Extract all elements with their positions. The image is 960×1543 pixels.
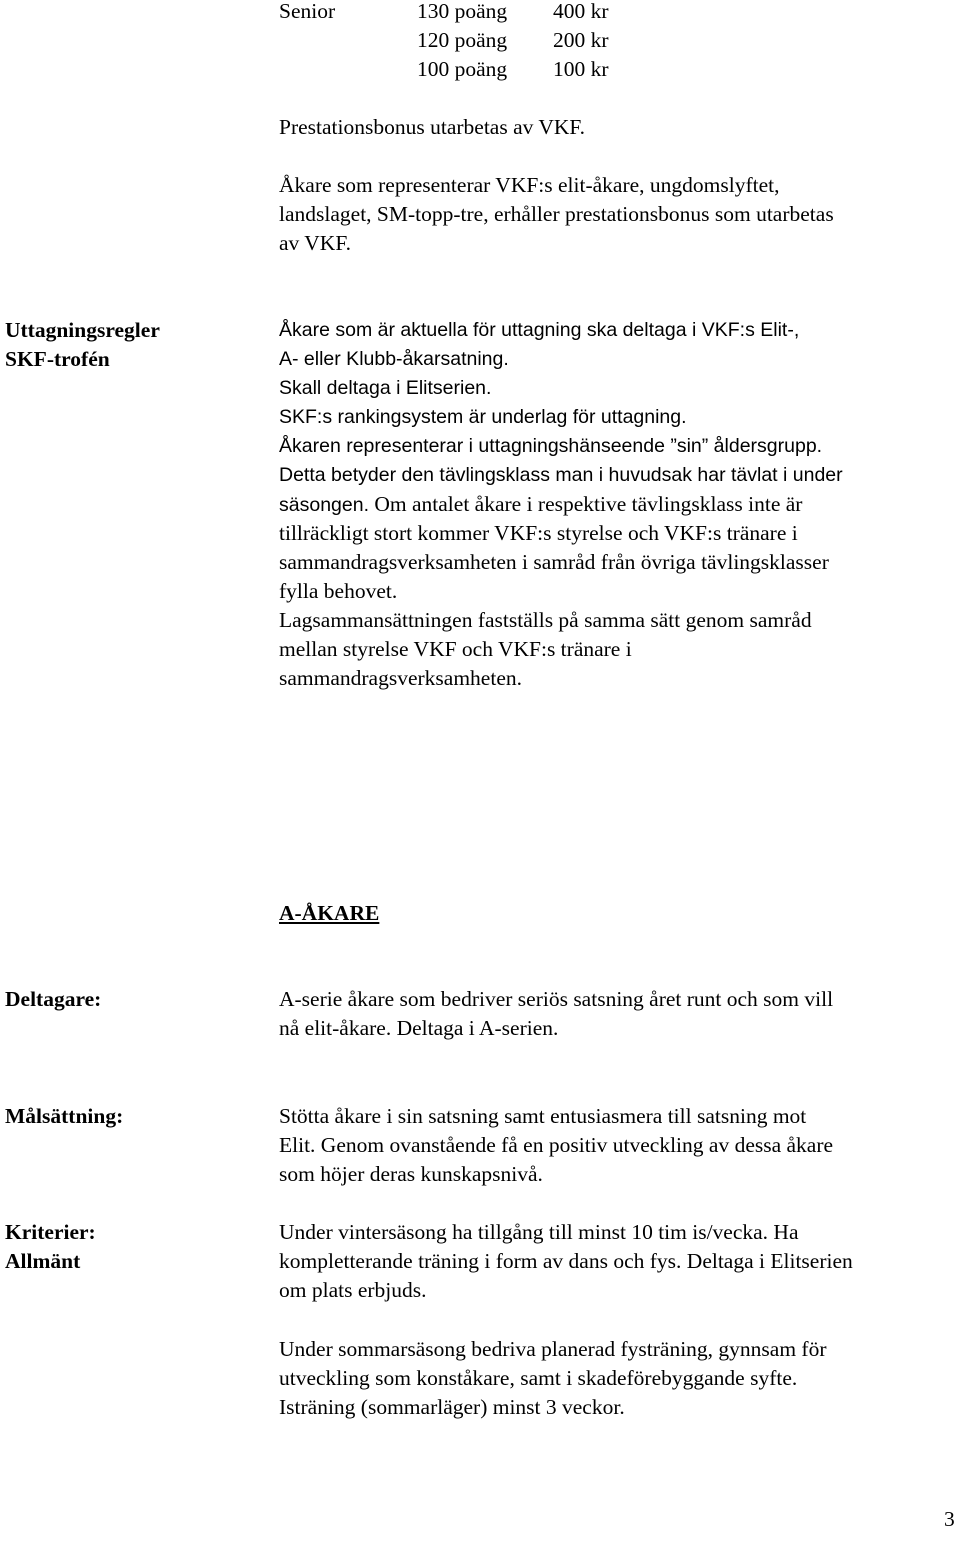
points-cell: 120 poäng <box>417 28 508 52</box>
selection-heading <box>5 316 160 374</box>
page-number: 3 <box>944 1507 955 1531</box>
rules-line: mellan styrelse VKF och VKF:s tränare i <box>279 637 632 661</box>
points-cell: 130 poäng <box>417 0 508 23</box>
amount-cell: 200 kr <box>553 28 609 52</box>
participants-line: nå elit-åkare. Deltaga i A-serien. <box>279 1016 559 1040</box>
goal-line: Elit. Genom ovanstående få en positiv utveckling av dessa åkare <box>279 1133 834 1157</box>
summer-line: Under sommarsäsong bedriva planerad fysträning, gynnsam för <box>279 1337 827 1361</box>
section-title: A-ÅKARE <box>279 901 380 925</box>
selection-heading-line: Uttagningsregler <box>5 318 160 342</box>
amount-cell: 400 kr <box>553 0 609 23</box>
paragraph-line: Åkare som representerar VKF:s elit-åkare, ungdomslyftet, <box>279 173 780 197</box>
selection-heading-line: SKF-trofén <box>5 347 110 371</box>
goal-line: som höjer deras kunskapsnivå. <box>279 1162 543 1186</box>
rules-line: sammandragsverksamheten i samråd från övriga tävlingsklasser <box>279 550 829 574</box>
goal-line: Stötta åkare i sin satsning samt entusiasmera till satsning mot <box>279 1104 807 1128</box>
rules-line: SKF:s rankingsystem är underlag för uttagning. <box>279 406 687 428</box>
rules-line: sammandragsverksamheten. <box>279 666 522 690</box>
summer-line: utveckling som konståkare, samt i skadeförebyggande syfte. <box>279 1366 798 1390</box>
rules-line-mixed <box>279 490 843 519</box>
summer-criteria-text <box>279 1335 827 1422</box>
rules-line: Åkaren representerar i uttagningshänseende ”sin” åldersgrupp. <box>279 435 823 457</box>
criteria-label-line: Kriterier: <box>5 1220 96 1244</box>
winter-line: Under vintersäsong ha tillgång till minst 10 tim is/vecka. Ha <box>279 1220 799 1244</box>
rules-line: Åkare som är aktuella för uttagning ska deltaga i VKF:s Elit-, <box>279 319 800 341</box>
winter-line: kompletterande träning i form av dans och fys. Deltaga i Elitserien <box>279 1249 853 1273</box>
rules-line: Detta betyder den tävlingsklass man i huvudsak har tävlat i under <box>279 464 843 486</box>
goal-label: Målsättning: <box>5 1104 124 1128</box>
rules-line: Lagsammansättningen fastställs på samma sätt genom samråd <box>279 608 812 632</box>
winter-criteria-text <box>279 1218 853 1305</box>
criteria-label <box>5 1218 96 1276</box>
bonus-paid-text: Prestationsbonus utarbetas av VKF. <box>279 115 586 139</box>
goal-text <box>279 1102 833 1189</box>
participants-line: A-serie åkare som bedriver seriös satsning året runt och som vill <box>279 987 834 1011</box>
rules-line: A- eller Klubb-åkarsatning. <box>279 348 509 370</box>
senior-label: Senior <box>279 0 336 23</box>
rules-segment-serif: Om antalet åkare i respektive tävlingsklass inte är <box>369 492 803 516</box>
rules-line: tillräckligt stort kommer VKF:s styrelse och VKF:s tränare i <box>279 521 798 545</box>
rules-line: Skall deltaga i Elitserien. <box>279 377 492 399</box>
general-label-line: Allmänt <box>5 1249 81 1273</box>
participants-label: Deltagare: <box>5 987 102 1011</box>
summer-line: Isträning (sommarläger) minst 3 veckor. <box>279 1395 625 1419</box>
participants-text <box>279 985 833 1043</box>
paragraph-line: landslaget, SM-topp-tre, erhåller prestationsbonus som utarbetas <box>279 202 834 226</box>
points-cell: 100 poäng <box>417 57 508 81</box>
selection-rules-paragraph <box>279 316 843 693</box>
amount-cell: 100 kr <box>553 57 609 81</box>
rules-line: fylla behovet. <box>279 579 398 603</box>
paragraph-line: av VKF. <box>279 231 351 255</box>
bonus-info-paragraph <box>279 171 834 258</box>
rules-segment-sans: säsongen. <box>279 494 369 516</box>
winter-line: om plats erbjuds. <box>279 1278 427 1302</box>
